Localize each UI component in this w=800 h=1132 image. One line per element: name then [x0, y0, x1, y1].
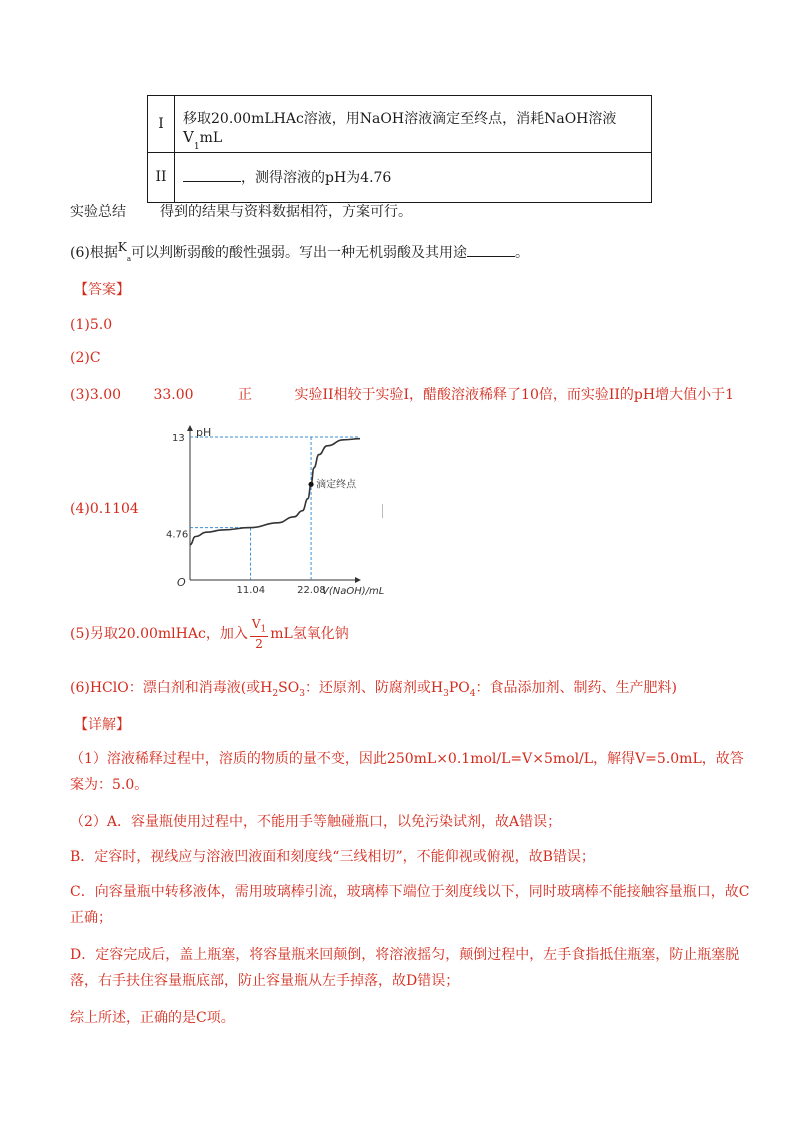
fraction-denominator: 2 [255, 637, 263, 652]
titration-chart [160, 418, 390, 602]
answer-6-part: ：还原剂、防腐剂或H [304, 680, 444, 696]
row-text [175, 96, 652, 153]
row-text-main: ，测得溶液的pH为4.76 [241, 170, 392, 187]
subscript: 3 [443, 688, 449, 699]
ka-sub: a [126, 254, 131, 263]
answer-4: (4)0.1104 [70, 501, 139, 517]
summary-label: 实验总结 [70, 204, 126, 220]
answer-6-part: (6)HClO：漂白剂和消毒液(或H [70, 680, 273, 696]
detail-2: （2）A．容量瓶使用过程中，不能用手等触碰瓶口，以免污染试剂，故A错误； [70, 814, 562, 830]
answer-blank [467, 256, 515, 257]
var-sub: 1 [193, 141, 200, 152]
subscript: 4 [469, 688, 476, 699]
detail-4: C．向容量瓶中转移液体，需用玻璃棒引流，玻璃棒下端位于刻度线以下，同时玻璃棒不能接触容量瓶口，故C正确； [70, 884, 750, 926]
row-number: I [148, 96, 175, 153]
fraction-numerator: V [251, 617, 261, 631]
summary-text: 得到的结果与资料数据相符，方案可行。 [160, 204, 412, 220]
q6-prefix: (6)根据 [70, 245, 118, 261]
answer-3-value-1: (3)3.00 [70, 387, 122, 403]
answer-3 [70, 384, 734, 404]
fraction [250, 617, 268, 651]
answer-3-reason: 实验II相较于实验I，醋酸溶液稀释了10倍，而实验II的pH增大值小于1 [294, 387, 735, 403]
row-text-main: 移取20.00mLHAc溶液，用NaOH溶液滴定至终点，消耗NaOH溶液 [183, 111, 617, 127]
origin-label: O [177, 576, 186, 589]
subscript: 3 [299, 688, 305, 699]
x-axis-label: V(NaOH)/mL [322, 586, 385, 597]
answer-2: (2)C [70, 350, 101, 366]
table-row [148, 96, 652, 153]
ka-symbol: K [117, 240, 127, 254]
answer-5 [70, 617, 349, 651]
table-row [148, 152, 652, 202]
answer-5-prefix: (5)另取20.00mlHAc，加入 [70, 626, 248, 643]
answer-header: 【答案】 [74, 282, 130, 298]
answer-5-suffix: mL氢氧化钠 [270, 626, 349, 643]
question-6 [70, 240, 529, 263]
equivalence-point [308, 482, 313, 487]
y-axis-label: pH [196, 426, 212, 439]
answer-3-value-3: 正 [238, 387, 253, 403]
titration-curve [190, 439, 360, 545]
q6-text: 可以判断弱酸的酸性强弱。写出一种无机弱酸及其用途 [131, 245, 467, 261]
experiment-table [147, 95, 652, 203]
equivalence-label: 滴定终点 [316, 479, 357, 491]
answer-6-part: SO [278, 680, 300, 696]
fraction-numerator-sub: 1 [260, 624, 267, 635]
answer-blank [183, 181, 241, 182]
detail-header: 【详解】 [74, 717, 130, 733]
detail-5: D．定容完成后，盖上瓶塞，将容量瓶来回颠倒，将溶液摇匀，颠倒过程中，左手食指抵住瓶塞，防止瓶塞脱落，右手扶住容量瓶底部，防止容量瓶从左手掉落，故D错误； [70, 947, 740, 989]
x-tick-label: 11.04 [236, 585, 266, 596]
row-number: II [148, 152, 175, 202]
detail-1: （1）溶液稀释过程中，溶质的物质的量不变，因此250mL×0.1mol/L=V×5mol/L，解得V=5.0mL，故答案为：5.0。 [70, 751, 744, 793]
answer-1: (1)5.0 [70, 317, 113, 333]
q6-end: 。 [515, 245, 529, 261]
detail-6: 综上所述，正确的是C项。 [70, 1010, 235, 1026]
var-unit: mL [199, 130, 223, 146]
var-v: V [183, 128, 194, 146]
answer-6 [70, 677, 677, 699]
subscript: 2 [272, 688, 279, 699]
answer-6-part: PO [448, 680, 470, 696]
answer-6-part: ：食品添加剂、制药、生产肥料) [475, 680, 677, 696]
x-tick-label: 22.08 [297, 585, 326, 596]
y-tick-label: 13 [172, 433, 185, 444]
answer-3-value-2: 33.00 [153, 387, 194, 403]
detail-3: B．定容时，视线应与溶液凹液面和刻度线“三线相切”，不能仰视或俯视，故B错误； [70, 849, 595, 865]
cursor-mark [382, 504, 383, 518]
y-tick-label: 4.76 [166, 529, 189, 541]
row-text [175, 152, 652, 202]
